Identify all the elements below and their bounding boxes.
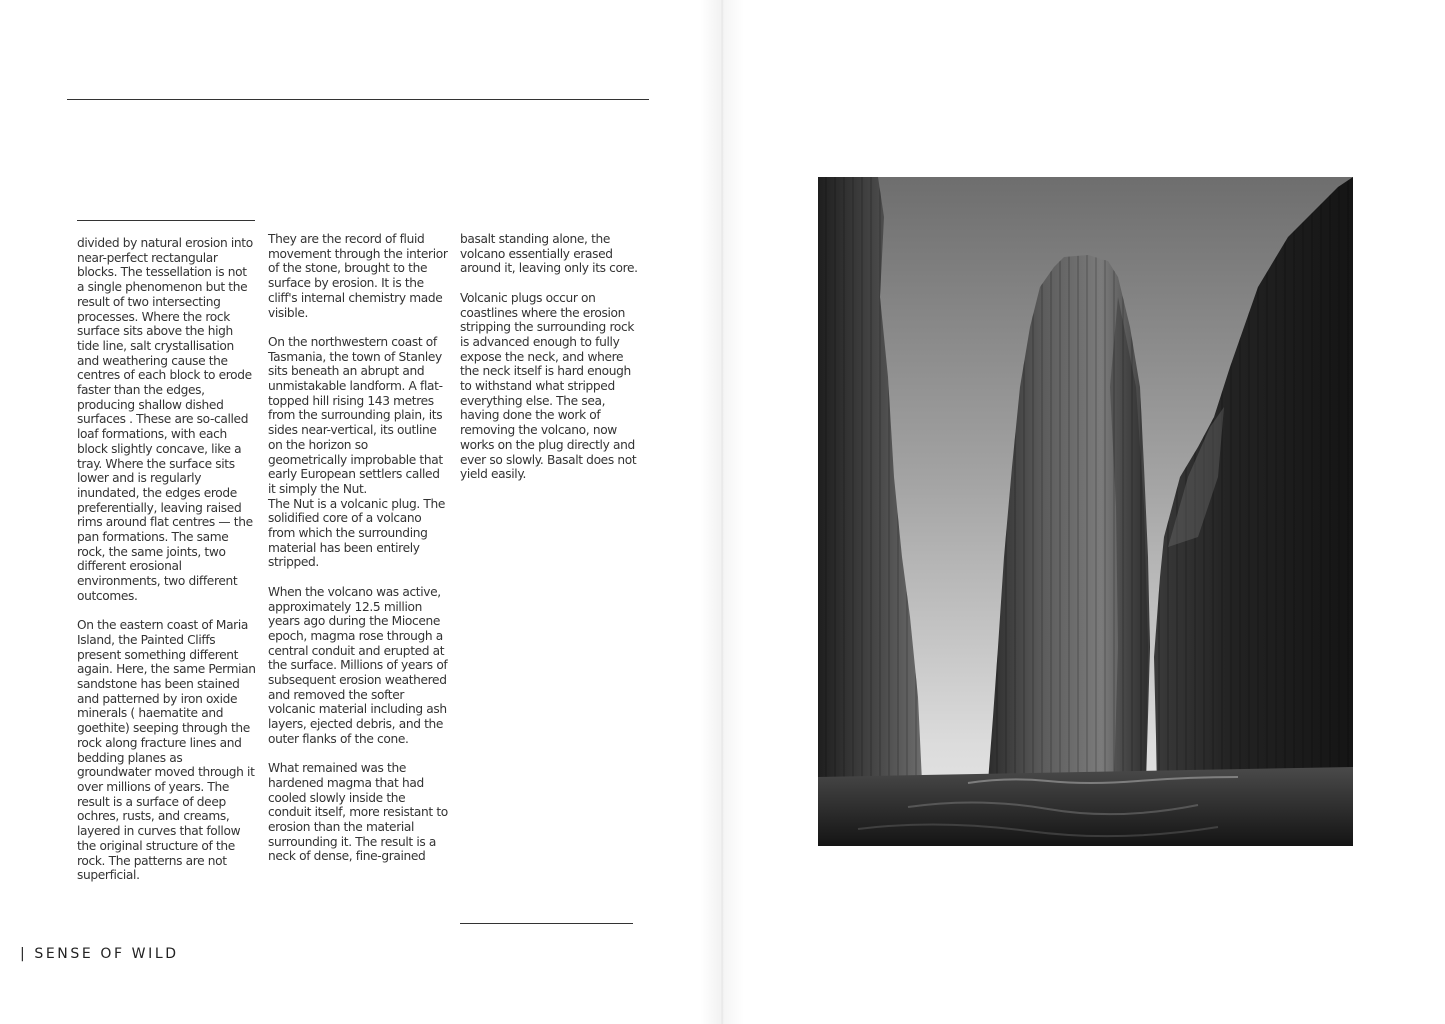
- bottom-divider: [460, 923, 633, 924]
- paragraph: divided by natural erosion into near-perfect rectangular blocks. The tessellation is not a single phenomenon but the result of two intersecting processes. Where the rock surface sits above the high tide line, salt crystallisation and weathering cause the centres of each block to erode faster than the edges, producing shallow dished surfaces . These are so-called loaf formations, with each block slightly concave, like a tray. Where the surface sits lower and is regularly inundated, the edges erode preferentially, leaving raised rims around flat centres — the pan formations. The same rock, the same joints, two different erosional environments, two different outcomes.: [77, 236, 253, 603]
- footer-label: | SENSE OF WILD: [20, 946, 179, 962]
- paragraph: What remained was the hardened magma that had cooled slowly inside the conduit itself, more resistant to erosion than the material surrounding it. The result is a neck of dense, fine-grained: [268, 761, 448, 864]
- paragraph: Volcanic plugs occur on coastlines where the erosion stripping the surrounding rock is advanced enough to fully expose the neck, and where the neck itself is hard enough to withstand what stripped everything else. The sea, having done the work of removing the volcano, now works on the plug directly and ever so slowly. Basalt does not yield easily.: [460, 290, 637, 482]
- paragraph: basalt standing alone, the volcano essentially erased around it, leaving only its core.: [460, 232, 638, 276]
- paragraph: They are the record of fluid movement through the interior of the stone, brought to the surface by erosion. It is the cliff's internal chemistry made visible.: [268, 232, 448, 320]
- column-divider: [77, 220, 255, 221]
- paragraph: On the eastern coast of Maria Island, the Painted Cliffs present something different again. Here, the same Permian sandstone has been stained and patterned by iron oxide minerals ( haematite and goethite) seeping through the rock along fracture lines and bedding planes as groundwater moved through it over millions of years. The result is a surface of deep ochres, rusts, and creams, layered in curves that follow the original structure of the rock. The patterns are not superficial.: [77, 618, 256, 883]
- left-page: [0, 0, 722, 1024]
- paragraph: When the volcano was active, approximately 12.5 million years ago during the Miocene epoch, magma rose through a central conduit and erupted at the surface. Millions of years of subsequent erosion weathered and removed the softer volcanic material including ash layers, ejected debris, and the outer flanks of the cone.: [268, 584, 448, 746]
- sea-stack-photo: [818, 177, 1353, 846]
- text-column-2: [268, 232, 448, 879]
- paragraph: On the northwestern coast of Tasmania, the town of Stanley sits beneath an abrupt and unmistakable landform. A flat-topped hill rising 143 metres from the surrounding plain, its sides near-vertical, its outline on the horizon so geometrically improbable that early European settlers called it simply the Nut. The Nut is a volcanic plug. The solidified core of a volcano from which the surrounding material has been entirely stripped.: [268, 334, 446, 570]
- text-column-1: [77, 236, 257, 898]
- top-divider: [67, 99, 649, 100]
- text-column-3: [460, 232, 640, 497]
